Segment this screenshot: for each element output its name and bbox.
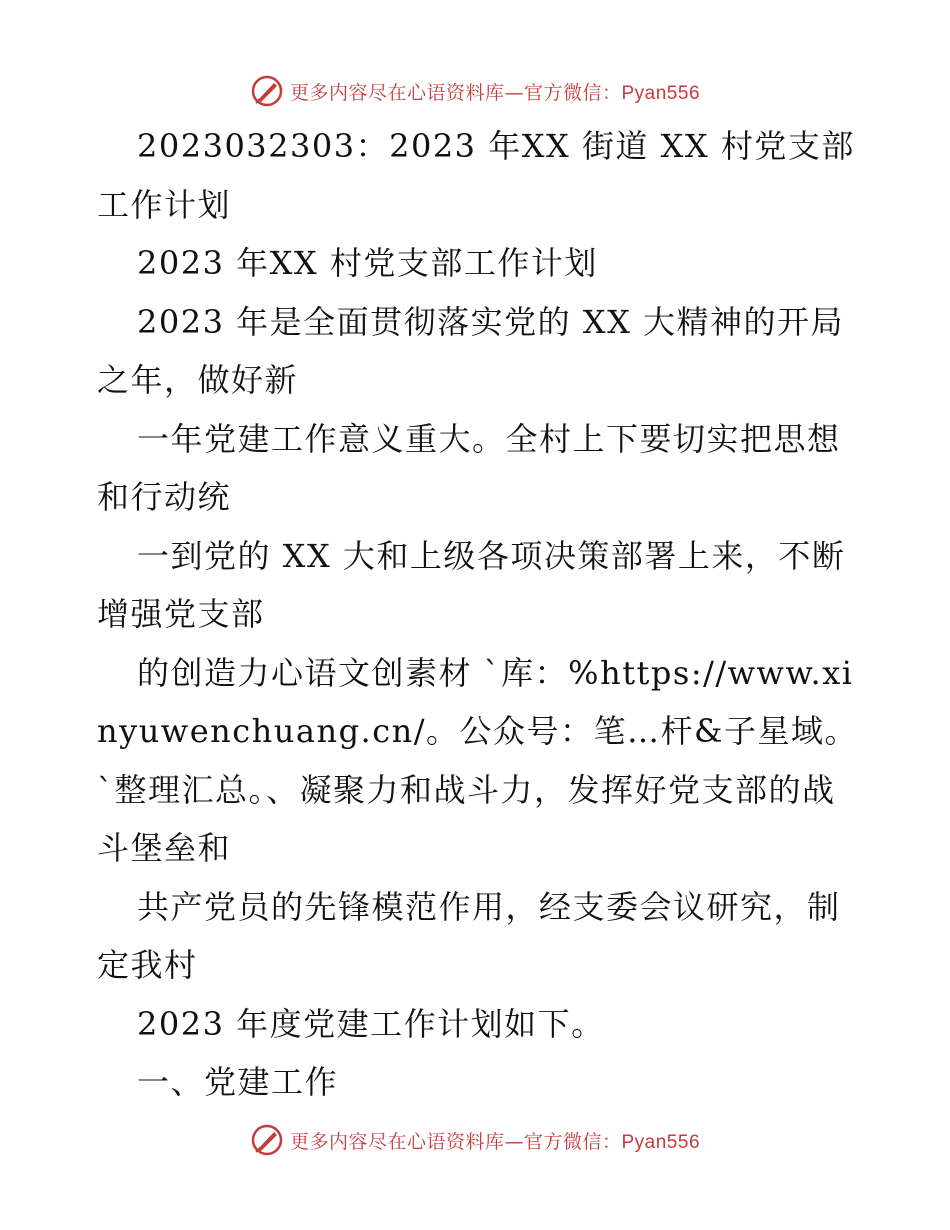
- doc-paragraph: 的创造力心语文创素材 `库：%https://www.xinyuwenchuang.cn/。公众号：笔…杆&子星域。`整理汇总。、凝聚力和战斗力，发挥好党支部的战斗堡垒和: [97, 653, 859, 867]
- doc-title: 2023 年XX 村党支部工作计划: [137, 244, 598, 282]
- doc-paragraph: 2023 年是全面贯彻落实党的 XX 大精神的开局之年，做好新: [97, 302, 845, 399]
- watermark-brand: 更多内容尽在心语资料库: [289, 81, 505, 104]
- watermark-wechat-id: Pyan556: [621, 1131, 701, 1153]
- doc-heading-line: 2023032303：2023 年XX 街道 XX 村党支部工作计划: [97, 127, 855, 224]
- doc-section-heading: 一、党建工作: [137, 1063, 339, 1101]
- header-watermark: [0, 71, 950, 111]
- footer-watermark: [0, 1120, 950, 1160]
- watermark-wechat-label: 官方微信：: [523, 81, 622, 104]
- watermark-separator: —: [504, 81, 524, 104]
- watermark-wechat-id: Pyan556: [621, 82, 701, 104]
- watermark-text: [290, 1127, 700, 1154]
- quill-pen-logo-icon: [250, 74, 284, 108]
- watermark-brand: 更多内容尽在心语资料库: [289, 1130, 505, 1153]
- doc-paragraph: 一到党的 XX 大和上级各项决策部署上来，不断增强党支部: [97, 536, 846, 633]
- watermark-separator: —: [504, 1130, 524, 1153]
- watermark-text: [290, 78, 700, 105]
- document-body: [97, 117, 867, 1112]
- watermark-wechat-label: 官方微信：: [523, 1130, 622, 1153]
- doc-paragraph: 一年党建工作意义重大。全村上下要切实把思想和行动统: [97, 419, 841, 516]
- doc-paragraph: 2023 年度党建工作计划如下。: [137, 1004, 605, 1043]
- quill-pen-logo-icon: [250, 1123, 284, 1157]
- doc-paragraph: 共产党员的先锋模范作用，经支委会议研究，制定我村: [97, 887, 841, 984]
